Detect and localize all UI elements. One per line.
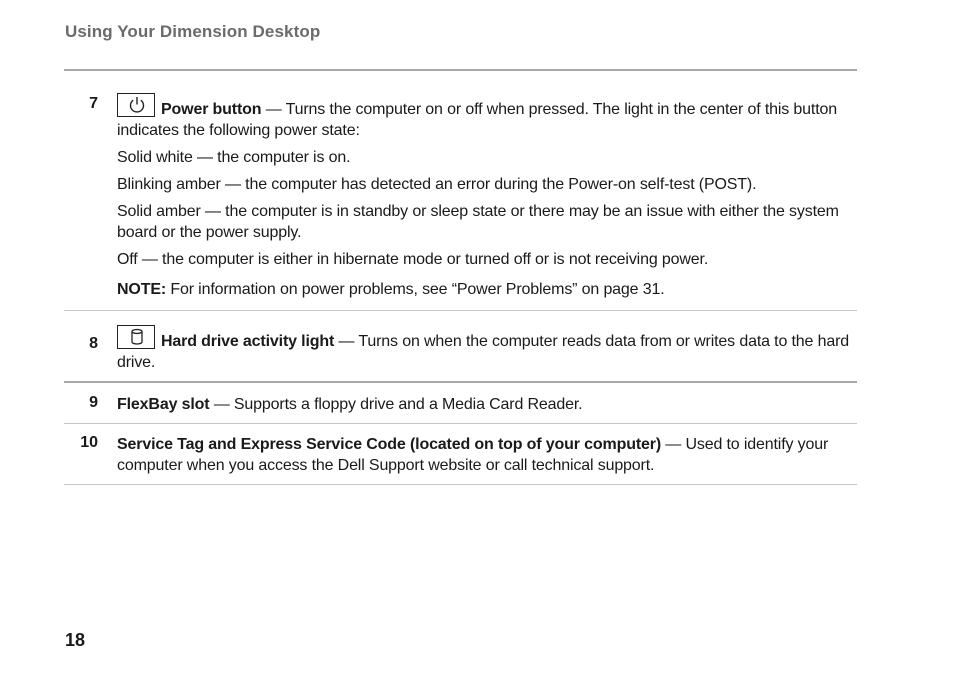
item-description: — Turns on when the computer reads data from or writes data to the hard drive. (117, 333, 850, 371)
item-service-tag (64, 424, 857, 485)
note (117, 279, 851, 300)
item-description: — Supports a floppy drive and a Media Card Reader. (209, 396, 583, 413)
item-description: — Turns the computer on or off when pressed. The light in the center of this button indicates the following power state: (117, 101, 838, 139)
state-blinking-amber: Blinking amber — the computer has detected an error during the Power-on self-test (POST). (117, 176, 757, 193)
item-term: Power button (161, 101, 262, 118)
item-hard-drive-light (64, 311, 857, 383)
power-icon (117, 93, 155, 117)
page-number: 18 (65, 630, 86, 650)
state-solid-amber: Solid amber — the computer is in standby or sleep state or there may be an issue with either the system board or the power supply. (117, 203, 839, 241)
item-list (64, 69, 857, 485)
item-description: — Used to identify your computer when you access the Dell Support website or call technical support. (117, 436, 829, 474)
item-number: 9 (89, 394, 98, 411)
state-solid-white: Solid white — the computer is on. (117, 149, 351, 166)
item-flexbay-slot (64, 383, 857, 424)
item-number: 7 (89, 95, 98, 112)
running-head: Using Your Dimension Desktop (65, 22, 321, 41)
item-term: Service Tag and Express Service Code (located on top of your computer) (117, 436, 662, 453)
state-off: Off — the computer is either in hibernate mode or turned off or is not receiving power. (117, 251, 709, 268)
note-label: NOTE: (117, 281, 167, 298)
item-number: 8 (89, 335, 98, 352)
item-power-button (64, 71, 857, 311)
hard-drive-icon (117, 325, 155, 349)
item-number: 10 (80, 434, 98, 451)
note-text: For information on power problems, see “Power Problems” on page 31. (166, 281, 665, 298)
item-term: Hard drive activity light (161, 333, 335, 350)
item-term: FlexBay slot (117, 396, 210, 413)
